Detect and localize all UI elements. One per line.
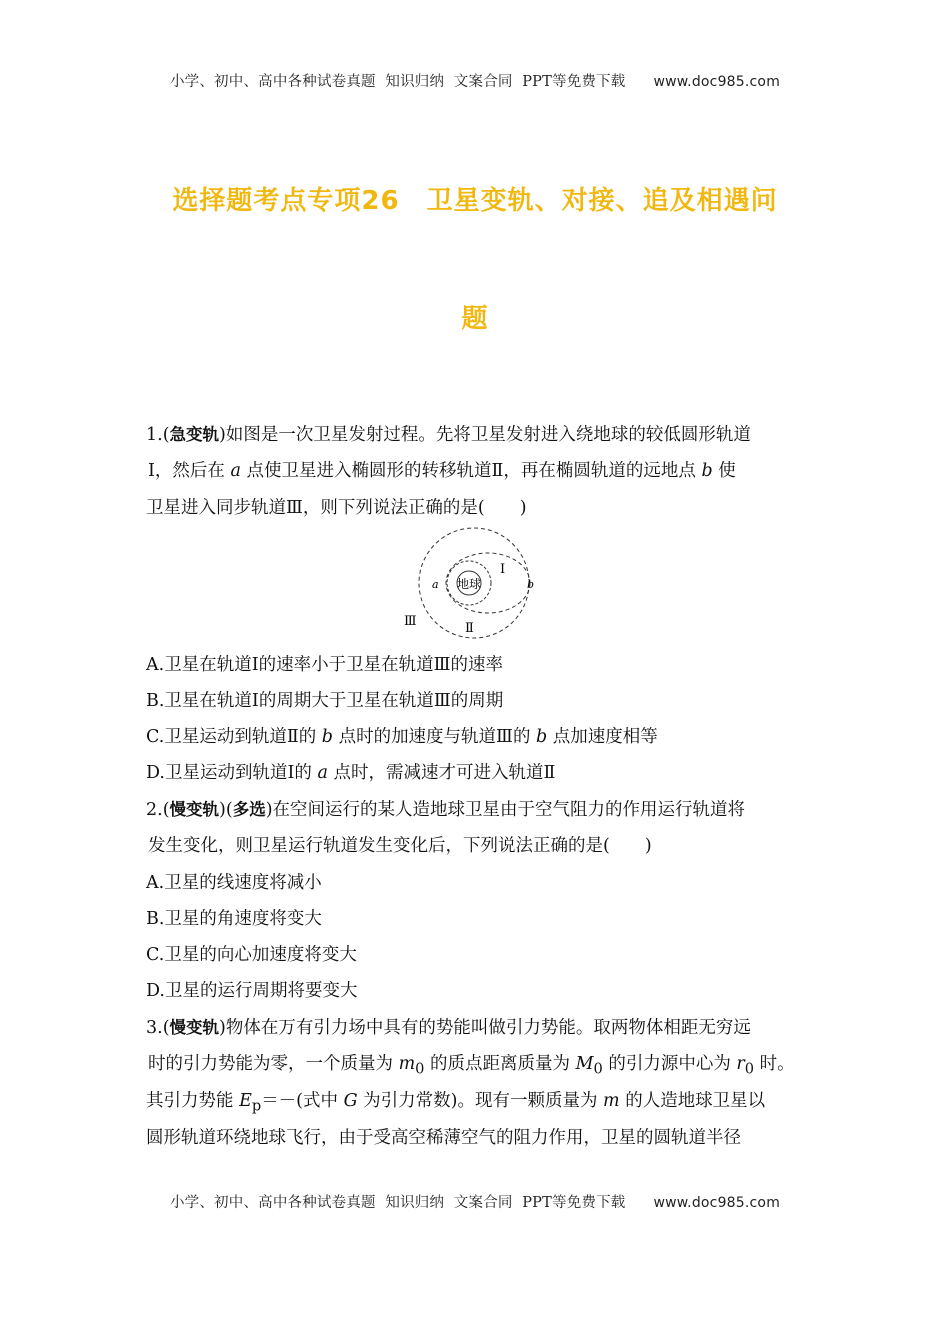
q2-multi-tag: 多选 — [232, 800, 266, 819]
option-text: 点时，需减速才可进入轨道Ⅱ — [327, 763, 556, 783]
var-m: m — [603, 1091, 620, 1111]
option-text: C.卫星运动到轨道Ⅱ的 — [146, 727, 322, 747]
q1-line2 — [146, 453, 826, 490]
q2-tag: 慢变轨 — [169, 800, 220, 819]
option-text: 点时的加速度与轨道Ⅲ的 — [333, 727, 537, 747]
header-url[interactable]: www.doc985.com — [653, 74, 781, 90]
var-M0: M — [575, 1054, 594, 1074]
q3-line2 — [146, 1046, 826, 1083]
q1-text: Ⅰ，然后在 — [148, 461, 231, 481]
earth-label: 地球 — [456, 577, 482, 591]
q2-option-c[interactable]: C.卫星的向心加速度将变大 — [146, 945, 357, 965]
q1-option-c[interactable] — [146, 719, 826, 755]
q2-option-a[interactable]: A.卫星的线速度将减小 — [146, 873, 322, 893]
footer-text: 小学、初中、高中各种试卷真题 知识归纳 文案合同 PPT等免费下载 — [169, 1195, 626, 1211]
q3-line4: 圆形轨道环绕地球飞行，由于受高空稀薄空气的阻力作用，卫星的圆轨道半径 — [146, 1128, 741, 1148]
sub-0: 0 — [593, 1060, 603, 1078]
sub-0: 0 — [744, 1060, 755, 1078]
q1-line1 — [146, 416, 826, 453]
sub-0: 0 — [415, 1060, 425, 1078]
q1-text: 使 — [712, 461, 736, 481]
var-G: G — [343, 1091, 358, 1111]
q3-text: 时的引力势能为零，一个质量为 — [148, 1054, 399, 1074]
option-text: 点加速度相等 — [547, 727, 658, 747]
q3-text: 的人造地球卫星以 — [619, 1091, 766, 1111]
header-text: 小学、初中、高中各种试卷真题 知识归纳 文案合同 PPT等免费下载 — [169, 74, 626, 90]
q2-option-b[interactable]: B.卫星的角速度将变大 — [146, 909, 322, 929]
q3-text: 为引力常数)。现有一颗质量为 — [357, 1091, 604, 1111]
var-b: b — [321, 727, 333, 747]
q3-text: 其引力势能 — [146, 1091, 240, 1111]
page-footer — [0, 1191, 950, 1212]
q2-text: )在空间运行的某人造地球卫星由于空气阻力的作用运行轨道将 — [265, 800, 746, 820]
q1-option-b[interactable]: B.卫星在轨道Ⅰ的周期大于卫星在轨道Ⅲ的周期 — [146, 691, 504, 711]
q3-text: ＝－(式中 — [261, 1091, 344, 1111]
q1-var-a: a — [230, 461, 241, 481]
q2-line2: 发生变化，则卫星运行轨道发生变化后，下列说法正确的是( ) — [148, 836, 652, 856]
q3-number: 3.( — [146, 1018, 170, 1038]
q1-text: 点使卫星进入椭圆形的转移轨道Ⅱ，再在椭圆轨道的远地点 — [240, 461, 702, 481]
var-E: E — [239, 1091, 252, 1111]
orbit-svg — [404, 531, 570, 643]
page-title-line2: 题 — [461, 304, 489, 334]
q1-number: 1.( — [146, 425, 170, 445]
point-a-label: a — [432, 578, 439, 591]
q1-text: )如图是一次卫星发射过程。先将卫星发射进入绕地球的较低圆形轨道 — [219, 425, 751, 445]
q3-text: 的引力源中心为 — [602, 1054, 737, 1074]
orbit-ii-label: Ⅱ — [465, 621, 474, 636]
orbit-diagram — [146, 531, 826, 645]
sub-p: p — [251, 1097, 262, 1115]
q3-text: 的质点距离质量为 — [424, 1054, 576, 1074]
page-title-line1: 选择题考点专项26 卫星变轨、对接、追及相遇问 — [172, 186, 778, 216]
var-b: b — [536, 727, 548, 747]
option-text: D.卫星运动到轨道Ⅰ的 — [146, 763, 318, 783]
orbit-i-label: Ⅰ — [500, 562, 506, 577]
var-m0: m — [398, 1054, 416, 1074]
point-b-label: b — [527, 578, 535, 591]
page-header — [0, 70, 950, 91]
q1-var-b: b — [701, 461, 713, 481]
q3-text: )物体在万有引力场中具有的势能叫做引力势能。取两物体相距无穷远 — [219, 1018, 751, 1038]
orbit-iii-label: Ⅲ — [404, 614, 417, 629]
q2-number: 2.( — [146, 800, 170, 820]
q3-tag: 慢变轨 — [169, 1018, 220, 1037]
question-body — [146, 416, 826, 1157]
q2-text: )( — [219, 800, 233, 820]
footer-url[interactable]: www.doc985.com — [653, 1195, 781, 1211]
q2-line1 — [146, 791, 826, 828]
q3-line3 — [146, 1083, 826, 1120]
q1-tag: 急变轨 — [169, 425, 220, 444]
q3-text: 时。 — [754, 1054, 795, 1074]
var-r0: r — [736, 1054, 745, 1074]
q1-line3: 卫星进入同步轨道Ⅲ，则下列说法正确的是( ) — [146, 498, 527, 518]
q1-option-a[interactable]: A.卫星在轨道Ⅰ的速率小于卫星在轨道Ⅲ的速率 — [146, 655, 503, 675]
q1-option-d[interactable] — [146, 755, 826, 791]
var-a: a — [317, 763, 328, 783]
q3-line1 — [146, 1009, 826, 1046]
q2-option-d[interactable]: D.卫星的运行周期将要变大 — [146, 981, 358, 1001]
